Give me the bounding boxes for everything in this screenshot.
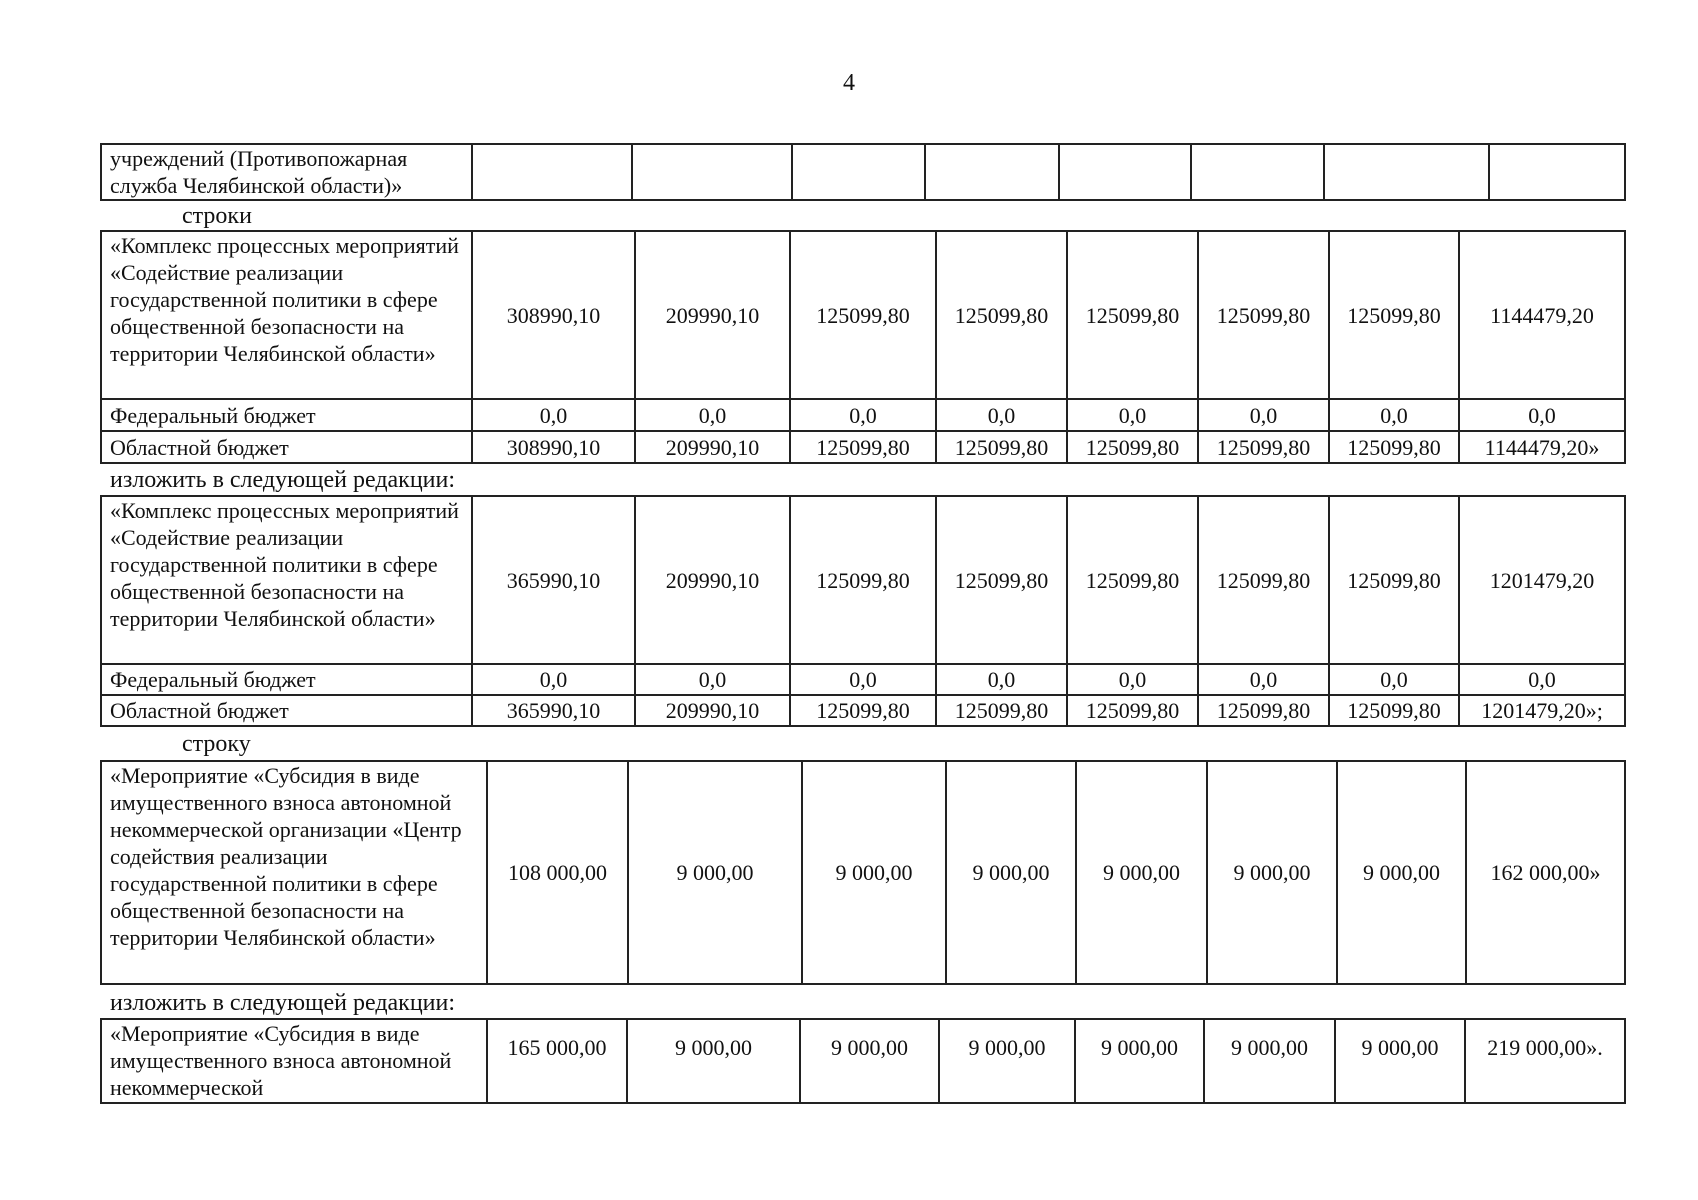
value-cell: 9 000,00: [628, 761, 802, 984]
value-cell: 162 000,00»: [1466, 761, 1625, 984]
row-label: учреждений (Противопожарная служба Челябинской области)»: [101, 144, 472, 200]
value-cell: [472, 144, 632, 200]
value-cell: 0,0: [1459, 399, 1625, 431]
value-cell: 125099,80: [1329, 695, 1459, 726]
value-cell: 0,0: [936, 399, 1067, 431]
value-cell: 125099,80: [1067, 231, 1198, 399]
table-row: [101, 695, 1625, 726]
table-row: [101, 231, 1625, 399]
value-cell: 9 000,00: [939, 1019, 1075, 1103]
value-cell: 308990,10: [472, 231, 635, 399]
value-cell: [1489, 144, 1625, 200]
value-cell: 125099,80: [936, 431, 1067, 463]
value-cell: 125099,80: [936, 695, 1067, 726]
row-label: Областной бюджет: [101, 695, 472, 726]
table-row: [101, 761, 1625, 984]
table-row: [101, 664, 1625, 695]
value-cell: 0,0: [1329, 399, 1459, 431]
value-cell: [925, 144, 1059, 200]
value-cell: [1059, 144, 1191, 200]
value-cell: 1144479,20: [1459, 231, 1625, 399]
value-cell: 209990,10: [635, 496, 790, 664]
value-cell: 125099,80: [1198, 496, 1329, 664]
value-cell: 219 000,00».: [1465, 1019, 1625, 1103]
value-cell: 0,0: [635, 399, 790, 431]
table-row: [101, 144, 1625, 200]
table-row: [101, 399, 1625, 431]
table-continuation: [100, 143, 1626, 201]
section-heading-row: строку: [182, 731, 251, 757]
row-label: «Мероприятие «Субсидия в виде имущественного взноса автономной некоммерческой организации «Центр содействия реализации государственной политики в сфере общественной безопасности на территории Челябинской области»: [101, 761, 487, 984]
page-number: 4: [843, 70, 855, 96]
value-cell: 125099,80: [1067, 695, 1198, 726]
value-cell: 0,0: [1198, 399, 1329, 431]
value-cell: 9 000,00: [627, 1019, 800, 1103]
value-cell: [632, 144, 792, 200]
value-cell: 209990,10: [635, 431, 790, 463]
value-cell: 0,0: [936, 664, 1067, 695]
value-cell: 9 000,00: [1335, 1019, 1465, 1103]
value-cell: 365990,10: [472, 496, 635, 664]
value-cell: 9 000,00: [946, 761, 1076, 984]
value-cell: 125099,80: [1329, 496, 1459, 664]
value-cell: 365990,10: [472, 695, 635, 726]
value-cell: 0,0: [635, 664, 790, 695]
row-label: Федеральный бюджет: [101, 664, 472, 695]
value-cell: 1144479,20»: [1459, 431, 1625, 463]
value-cell: 125099,80: [790, 431, 936, 463]
value-cell: 125099,80: [1067, 496, 1198, 664]
value-cell: 9 000,00: [800, 1019, 939, 1103]
value-cell: 125099,80: [790, 496, 936, 664]
value-cell: 0,0: [472, 664, 635, 695]
value-cell: 0,0: [1329, 664, 1459, 695]
value-cell: [1324, 144, 1489, 200]
value-cell: 0,0: [1067, 664, 1198, 695]
value-cell: 209990,10: [635, 695, 790, 726]
table-row: [101, 431, 1625, 463]
value-cell: [1191, 144, 1324, 200]
table-old-subsidy: [100, 760, 1626, 985]
value-cell: 0,0: [1198, 664, 1329, 695]
row-label: «Комплекс процессных мероприятий «Содействие реализации государственной политики в сфере общественной безопасности на территории Челябинской области»: [101, 231, 472, 399]
value-cell: 125099,80: [1198, 231, 1329, 399]
value-cell: 9 000,00: [1207, 761, 1337, 984]
value-cell: 9 000,00: [1337, 761, 1466, 984]
row-label: «Комплекс процессных мероприятий «Содействие реализации государственной политики в сфере общественной безопасности на территории Челябинской области»: [101, 496, 472, 664]
row-label: «Мероприятие «Субсидия в виде имущественного взноса автономной некоммерческой: [101, 1019, 487, 1103]
value-cell: 1201479,20»;: [1459, 695, 1625, 726]
row-label: Федеральный бюджет: [101, 399, 472, 431]
value-cell: 308990,10: [472, 431, 635, 463]
value-cell: 0,0: [472, 399, 635, 431]
table-old-complex: [100, 230, 1626, 464]
value-cell: 209990,10: [635, 231, 790, 399]
value-cell: 0,0: [790, 664, 936, 695]
value-cell: 125099,80: [936, 496, 1067, 664]
row-label: Областной бюджет: [101, 431, 472, 463]
table-new-subsidy: [100, 1018, 1626, 1104]
section-heading-rows: строки: [182, 203, 252, 229]
value-cell: 0,0: [1067, 399, 1198, 431]
value-cell: 125099,80: [1198, 431, 1329, 463]
value-cell: 125099,80: [790, 231, 936, 399]
value-cell: 9 000,00: [1076, 761, 1207, 984]
value-cell: 125099,80: [1067, 431, 1198, 463]
table-row: [101, 1019, 1625, 1103]
value-cell: 125099,80: [790, 695, 936, 726]
table-new-complex: [100, 495, 1626, 727]
table-row: [101, 496, 1625, 664]
value-cell: [792, 144, 925, 200]
value-cell: 125099,80: [1198, 695, 1329, 726]
value-cell: 165 000,00: [487, 1019, 627, 1103]
value-cell: 9 000,00: [1204, 1019, 1335, 1103]
value-cell: 0,0: [1459, 664, 1625, 695]
value-cell: 125099,80: [1329, 231, 1459, 399]
section-heading-new-edition-2: изложить в следующей редакции:: [110, 990, 456, 1016]
value-cell: 9 000,00: [802, 761, 946, 984]
value-cell: 1201479,20: [1459, 496, 1625, 664]
value-cell: 9 000,00: [1075, 1019, 1204, 1103]
value-cell: 125099,80: [936, 231, 1067, 399]
value-cell: 0,0: [790, 399, 936, 431]
value-cell: 108 000,00: [487, 761, 628, 984]
section-heading-new-edition: изложить в следующей редакции:: [110, 467, 456, 493]
value-cell: 125099,80: [1329, 431, 1459, 463]
